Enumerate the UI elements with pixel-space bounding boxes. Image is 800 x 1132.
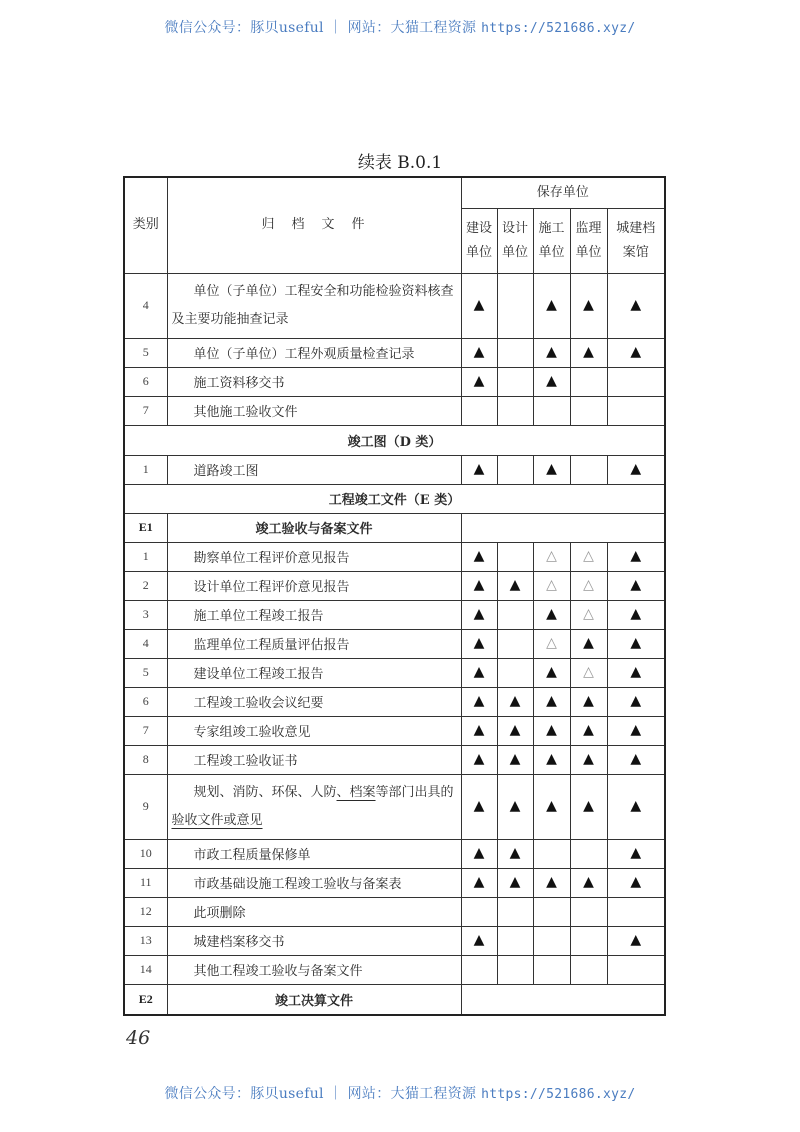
triangle-icon: ▲ — [546, 344, 557, 360]
subsection-code: E1 — [124, 513, 167, 542]
row-document: 工程竣工验收证书 — [167, 745, 461, 774]
triangle-icon: ▲ — [473, 297, 485, 313]
table-row — [124, 367, 665, 396]
triangle-icon: ▲ — [630, 635, 642, 651]
underlined-text: 验收文件或意见 — [171, 812, 263, 828]
triangle-icon: ▲ — [630, 874, 642, 890]
row-document: 市政基础设施工程竣工验收与备案表 — [167, 868, 461, 897]
table-caption: 续表 B.0.1 — [357, 153, 443, 173]
triangle-icon: ▲ — [473, 461, 485, 477]
table-row — [124, 571, 665, 600]
triangle-icon: ▲ — [583, 693, 594, 709]
row-document: 城建档案移交书 — [167, 926, 461, 955]
row-category: 11 — [124, 868, 167, 897]
triangle-icon: ▲ — [630, 664, 642, 680]
row-category: 13 — [124, 926, 167, 955]
row-category: 4 — [124, 273, 167, 338]
triangle-icon: ▲ — [630, 932, 642, 948]
row-document: 监理单位工程质量评估报告 — [167, 629, 461, 658]
triangle-icon: ▲ — [630, 606, 642, 622]
triangle-icon: ▲ — [630, 798, 642, 814]
triangle-icon: ▲ — [546, 874, 557, 890]
table-row — [124, 897, 665, 926]
row-document: 其他施工验收文件 — [167, 396, 461, 425]
triangle-icon: ▲ — [546, 751, 557, 767]
triangle-icon: ▲ — [473, 874, 485, 890]
triangle-icon: ▲ — [583, 344, 594, 360]
table-row — [124, 396, 665, 425]
triangle-icon: ▲ — [473, 548, 485, 564]
triangle-icon: ▲ — [546, 606, 557, 622]
triangle-icon: ▲ — [473, 577, 485, 593]
table-row — [124, 273, 665, 338]
triangle-icon: ▲ — [630, 693, 642, 709]
watermark-url: https://521686.xyz/ — [481, 21, 636, 36]
triangle-icon: ▲ — [546, 664, 557, 680]
triangle-icon: ▲ — [546, 297, 557, 313]
table-row — [124, 774, 665, 839]
row-document: 其他工程竣工验收与备案文件 — [167, 955, 461, 984]
table-row — [124, 955, 665, 984]
table-row — [124, 839, 665, 868]
subsection-row-e2 — [124, 984, 665, 1015]
header-unit-supervisor: 监理 单位 — [570, 208, 607, 273]
header-category: 类别 — [124, 177, 167, 273]
triangle-icon: ▲ — [509, 693, 521, 709]
table-row — [124, 868, 665, 897]
row-category: 14 — [124, 955, 167, 984]
triangle-icon: △ — [583, 577, 594, 593]
subsection-code: E2 — [124, 984, 167, 1015]
row-document: 道路竣工图 — [167, 455, 461, 484]
triangle-icon: △ — [583, 606, 594, 622]
row-document: 勘察单位工程评价意见报告 — [167, 542, 461, 571]
row-document: 单位（子单位）工程安全和功能检验资料核查及主要功能抽查记录 — [167, 273, 461, 338]
row-category: 5 — [124, 338, 167, 367]
subsection-row-e1 — [124, 513, 665, 542]
row-document: 设计单位工程评价意见报告 — [167, 571, 461, 600]
triangle-icon: ▲ — [473, 344, 485, 360]
row-document: 单位（子单位）工程外观质量检查记录 — [167, 338, 461, 367]
triangle-icon: △ — [583, 548, 594, 564]
row-category: 3 — [124, 600, 167, 629]
triangle-icon: ▲ — [509, 845, 521, 861]
archive-table — [123, 176, 666, 1016]
table-row — [124, 745, 665, 774]
triangle-icon: ▲ — [473, 664, 485, 680]
table-row — [124, 687, 665, 716]
triangle-icon: ▲ — [630, 548, 642, 564]
triangle-icon: △ — [583, 664, 594, 680]
table-row — [124, 338, 665, 367]
subsection-title: 竣工验收与备案文件 — [167, 513, 461, 542]
row-document: 规划、消防、环保、人防、档案等部门出具的验收文件或意见 — [167, 774, 461, 839]
table-row — [124, 600, 665, 629]
triangle-icon: ▲ — [473, 722, 485, 738]
triangle-icon: ▲ — [473, 798, 485, 814]
section-row-e — [124, 484, 665, 513]
table-row — [124, 629, 665, 658]
table-row — [124, 542, 665, 571]
row-document: 施工单位工程竣工报告 — [167, 600, 461, 629]
watermark-url: https://521686.xyz/ — [481, 1087, 636, 1102]
header-unit-archive: 城建档 案馆 — [607, 208, 665, 273]
triangle-icon: ▲ — [546, 373, 557, 389]
watermark-text: 微信公众号：豚贝useful ｜ 网站：大猫工程资源 — [164, 20, 482, 36]
triangle-icon: ▲ — [630, 297, 642, 313]
triangle-icon: ▲ — [473, 606, 485, 622]
table-row — [124, 455, 665, 484]
page-number: 46 — [126, 1027, 151, 1049]
triangle-icon: ▲ — [473, 932, 485, 948]
triangle-icon: ▲ — [583, 874, 594, 890]
triangle-icon: ▲ — [509, 751, 521, 767]
triangle-icon: ▲ — [473, 845, 485, 861]
header-unit-contractor: 施工 单位 — [533, 208, 570, 273]
row-category: 7 — [124, 716, 167, 745]
triangle-icon: ▲ — [630, 461, 642, 477]
header-unit-construction: 建设 单位 — [461, 208, 497, 273]
section-title: 工程竣工文件（E 类） — [124, 484, 665, 513]
row-category: 4 — [124, 629, 167, 658]
triangle-icon: △ — [546, 577, 557, 593]
triangle-icon: ▲ — [546, 798, 557, 814]
triangle-icon: ▲ — [630, 845, 642, 861]
triangle-icon: ▲ — [546, 722, 557, 738]
row-document: 施工资料移交书 — [167, 367, 461, 396]
triangle-icon: ▲ — [546, 693, 557, 709]
triangle-icon: ▲ — [630, 722, 642, 738]
header-unit-design: 设计 单位 — [497, 208, 533, 273]
row-category: 5 — [124, 658, 167, 687]
row-category: 12 — [124, 897, 167, 926]
triangle-icon: ▲ — [583, 798, 594, 814]
row-document: 专家组竣工验收意见 — [167, 716, 461, 745]
row-category: 8 — [124, 745, 167, 774]
subsection-title: 竣工决算文件 — [167, 984, 461, 1015]
section-title: 竣工图（D 类） — [124, 425, 665, 455]
triangle-icon: ▲ — [630, 577, 642, 593]
row-category: 6 — [124, 687, 167, 716]
row-category: 1 — [124, 542, 167, 571]
triangle-icon: ▲ — [546, 461, 557, 477]
row-category: 9 — [124, 774, 167, 839]
row-category: 1 — [124, 455, 167, 484]
row-category: 2 — [124, 571, 167, 600]
row-category: 10 — [124, 839, 167, 868]
row-document: 建设单位工程竣工报告 — [167, 658, 461, 687]
row-category: 6 — [124, 367, 167, 396]
table-row — [124, 658, 665, 687]
underlined-text: 、档案 — [336, 784, 376, 800]
watermark-header — [0, 17, 800, 37]
row-document: 市政工程质量保修单 — [167, 839, 461, 868]
triangle-icon: ▲ — [509, 722, 521, 738]
triangle-icon: ▲ — [630, 751, 642, 767]
triangle-icon: △ — [546, 635, 557, 651]
triangle-icon: ▲ — [583, 751, 594, 767]
row-document: 此项删除 — [167, 897, 461, 926]
triangle-icon: ▲ — [473, 373, 485, 389]
triangle-icon: ▲ — [583, 297, 594, 313]
triangle-icon: ▲ — [583, 722, 594, 738]
table-row — [124, 716, 665, 745]
row-category: 7 — [124, 396, 167, 425]
watermark-text: 微信公众号：豚贝useful ｜ 网站：大猫工程资源 — [164, 1086, 482, 1102]
section-row-d — [124, 425, 665, 455]
triangle-icon: ▲ — [473, 693, 485, 709]
triangle-icon: ▲ — [583, 635, 594, 651]
table-row — [124, 926, 665, 955]
triangle-icon: △ — [546, 548, 557, 564]
triangle-icon: ▲ — [473, 751, 485, 767]
triangle-icon: ▲ — [473, 635, 485, 651]
watermark-footer — [0, 1083, 800, 1103]
triangle-icon: ▲ — [509, 874, 521, 890]
header-storage-units: 保存单位 — [461, 177, 665, 208]
row-document: 工程竣工验收会议纪要 — [167, 687, 461, 716]
triangle-icon: ▲ — [509, 577, 521, 593]
triangle-icon: ▲ — [630, 344, 642, 360]
triangle-icon: ▲ — [509, 798, 521, 814]
header-document: 归 档 文 件 — [167, 177, 461, 273]
